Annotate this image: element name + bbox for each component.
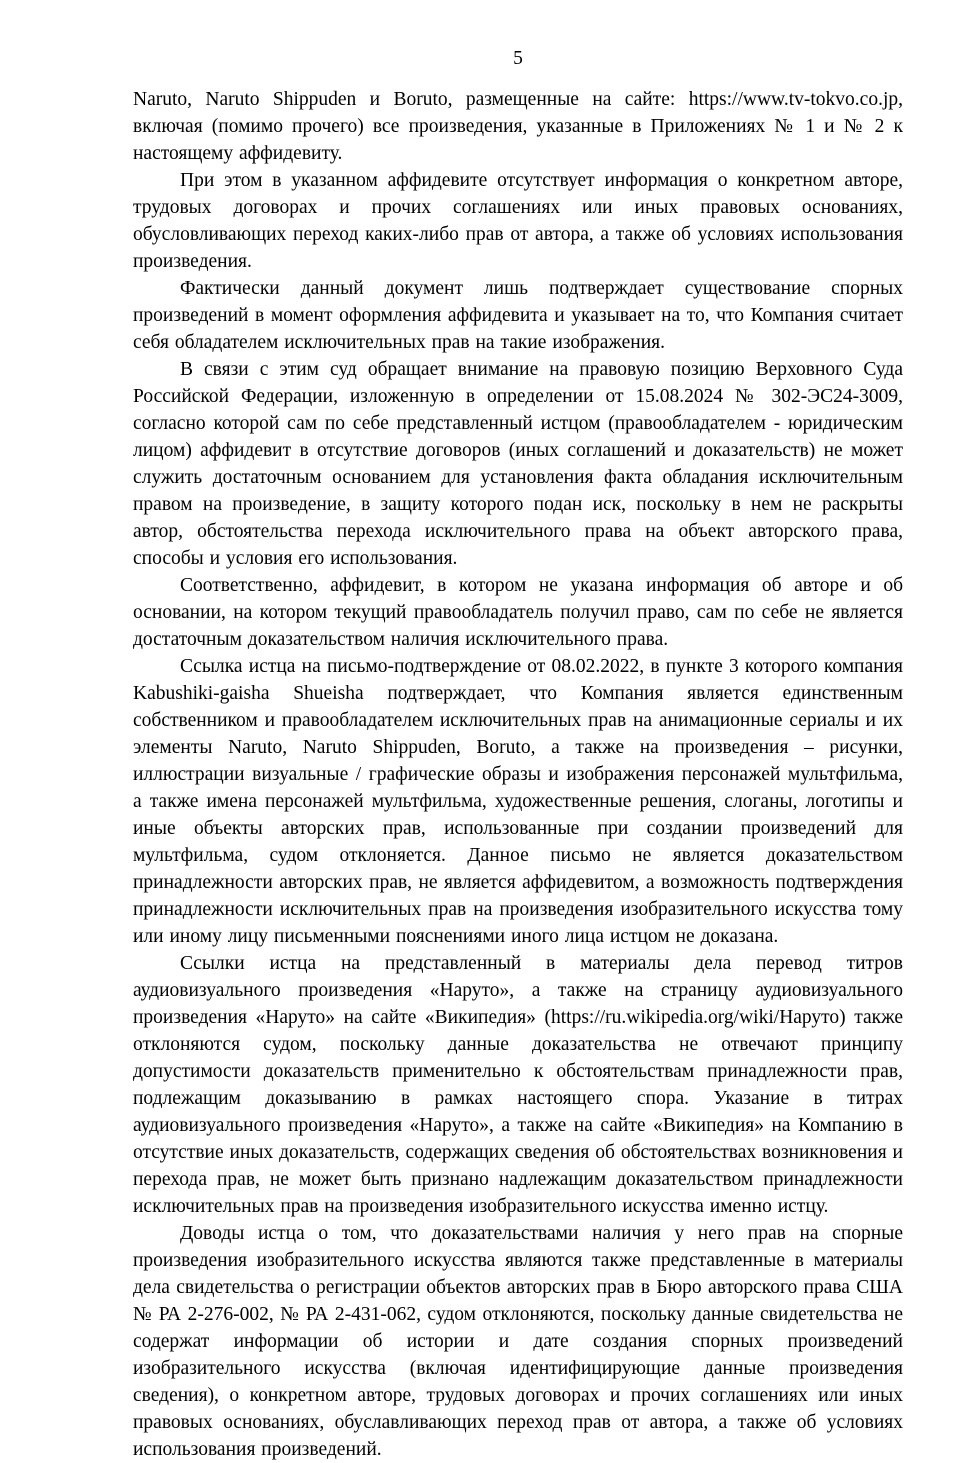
body-paragraph-continuation: Naruto, Naruto Shippuden и Boruto, размещенные на сайте: https://www.tv-tokvo.co.jp, включая (помимо прочего) все произведения, указанные в Приложениях № 1 и № 2 к настоящему аффидевиту.: [133, 89, 903, 164]
body-paragraph: При этом в указанном аффидевите отсутствует информация о конкретном авторе, трудовых договорах и прочих соглашениях или иных правовых основаниях, обусловливающих переход каких-либо прав от автора, а также об условиях использования произведения.: [133, 170, 903, 272]
document-page: [133, 0, 903, 1463]
page-number: 5: [513, 48, 523, 69]
body-paragraph: Фактически данный документ лишь подтверждает существование спорных произведений в момент оформления аффидевита и указывает на то, что Компания считает себя обладателем исключительных прав на такие изображения.: [133, 278, 903, 353]
body-paragraph: Соответственно, аффидевит, в котором не указана информация об авторе и об основании, на котором текущий правообладатель получил право, сам по себе не является достаточным доказательством наличия исключительного права.: [133, 575, 903, 650]
body-paragraph: В связи с этим суд обращает внимание на правовую позицию Верховного Суда Российской Федерации, изложенную в определении от 15.08.2024 № 302-ЭС24-3009, согласно которой сам по себе представленный истцом (правообладателем - юридическим лицом) аффидевит в отсутствие договоров (иных соглашений и доказательств) не может служить достаточным основанием для установления факта обладания исключительным правом на произведение, в защиту которого подан иск, поскольку в нем не раскрыты автор, обстоятельства перехода исключительного права на объект авторского права, способы и условия его использования.: [133, 359, 903, 569]
body-paragraph: Ссылка истца на письмо-подтверждение от 08.02.2022, в пункте 3 которого компания Kabushiki-gaisha Shueisha подтверждает, что Компания является единственным собственником и правообладателем исключительных прав на анимационные сериалы и их элементы Naruto, Naruto Shippuden, Boruto, а также на произведения – рисунки, иллюстрации визуальные / графические образы и изображения персонажей мультфильма, а также имена персонажей мультфильма, художественные решения, слоганы, логотипы и иные объекты авторских прав, использованные при создании произведений для мультфильма, судом отклоняется. Данное письмо не является доказательством принадлежности авторских прав, не является аффидевитом, а возможность подтверждения принадлежности исключительных прав на произведения изобразительного искусства тому или иному лицу письменными пояснениями иного лица истцом не доказана.: [133, 656, 903, 947]
body-paragraph: Доводы истца о том, что доказательствами наличия у него прав на спорные произведения изобразительного искусства являются также представленные в материалы дела свидетельства о регистрации объектов авторских прав в Бюро авторского права США № РА 2-276-002, № РА 2-431-062, судом отклоняются, поскольку данные свидетельства не содержат информации об истории и дате создания спорных произведений изобразительного искусства (включая идентифицирующие данные произведения сведения), о конкретном авторе, трудовых договорах и прочих соглашениях или иных правовых основаниях, обуславливающих переход прав от автора, а также об условиях использования произведений.: [133, 1223, 903, 1460]
body-paragraph: Ссылки истца на представленный в материалы дела перевод титров аудиовизуального произведения «Наруто», а также на страницу аудиовизуального произведения «Наруто» на сайте «Википедия» (https://ru.wikipedia.org/wiki/Наруто) также отклоняются судом, поскольку данные доказательства не отвечают принципу допустимости доказательств применительно к обстоятельствам принадлежности прав, подлежащим доказыванию в рамках настоящего спора. Указание в титрах аудиовизуального произведения «Наруто», а также на сайте «Википедия» на Компанию в отсутствие иных доказательств, содержащих сведения об обстоятельствах возникновения и перехода прав, не может быть признано надлежащим доказательством принадлежности исключительных прав на произведения изобразительного искусства именно истцу.: [133, 953, 903, 1217]
document-body: [133, 86, 903, 1463]
